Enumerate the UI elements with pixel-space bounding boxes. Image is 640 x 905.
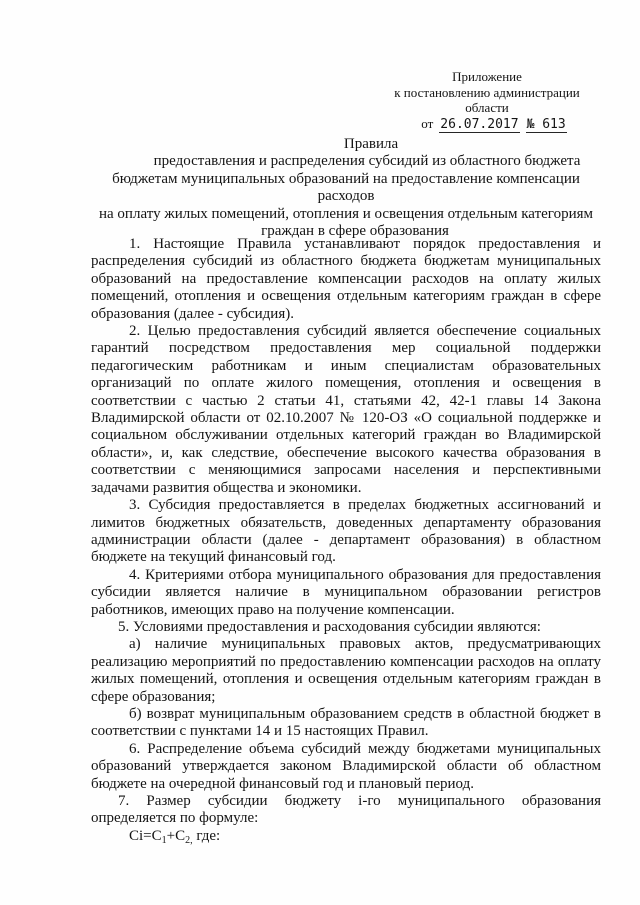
resolution-number-stamp: № 613 (526, 116, 566, 132)
paragraph-7: 7. Размер субсидии бюджету i-го муниципального образования определяется по формуле: (91, 793, 601, 827)
appendix-label: Приложение (452, 69, 522, 84)
paragraph-2: 2. Целью предоставления субсидий является обеспечение социальных гарантий посредством предоставления мер социальной поддержки педагогическим работникам и иным специалистам образовательных организаций по оплате жилого помещения, отопления и освещения в соответствии с частью 2 статьи 41, статьями 42, 42-1 главы 14 Закона Владимирской области от 02.10.2007 № 120-ОЗ «О социальной поддержке и социальном обслуживании отдельных категорий граждан во Владимирской области», и, как следствие, обеспечение высокого качества образования в соответствии с меняющимися запросами населения и перспективными задачами развития общества и экономики. (91, 323, 601, 496)
formula-subscript-1: 1 (161, 834, 167, 846)
paragraph-4: 4. Критериями отбора муниципального образования для предоставления субсидии является наличие в муниципальном образовании регистров работников, имеющих право на получение компенсации. (91, 566, 601, 618)
document-title-block (91, 136, 601, 240)
date-prefix: от (421, 115, 434, 131)
resolution-date-line (372, 116, 602, 133)
appendix-header (372, 69, 602, 132)
formula-part-2: +С (166, 827, 186, 844)
resolution-reference: к постановлению администрации области (394, 84, 580, 115)
subsidy-formula (91, 828, 601, 845)
document-title: Правила (343, 136, 399, 152)
paragraph-5: 5. Условиями предоставления и расходования субсидии являются: (118, 618, 541, 635)
paragraph-6: 6. Распределение объема субсидий между бюджетами муниципальных образований утверждается законом Владимирской области об областном бюджете на очередной финансовый год и плановый период. (91, 740, 601, 792)
paragraph-5-item-b: б) возврат муниципальным образованием средств в областной бюджет в соответствии с пунктами 14 и 15 настоящих Правил. (91, 705, 601, 740)
resolution-date-stamp: 26.07.2017 (440, 116, 519, 132)
document-subtitle-line-1: предоставления и распределения субсидий из областного бюджета (153, 153, 581, 170)
formula-part-3: где: (192, 827, 221, 844)
formula-subscript-2: 2, (185, 834, 193, 846)
paragraph-3: 3. Субсидия предоставляется в пределах бюджетных ассигнований и лимитов бюджетных обязательств, доведенных департаменту образования администрации области (далее - департамент образования) в областном бюджете на текущий финансовый год. (91, 497, 601, 566)
document-subtitle-line-4: граждан в сфере образования (261, 223, 449, 240)
paragraph-5-item-a: а) наличие муниципальных правовых актов, предусматривающих реализацию мероприятий по предоставлению компенсации расходов на оплату жилых помещений, отопления и освещения отдельным категориям граждан в сфере образования; (91, 636, 601, 705)
document-subtitle-line-2: бюджетам муниципальных образований на предоставление компенсации расходов (112, 170, 580, 205)
paragraph-1: 1. Настоящие Правила устанавливают порядок предоставления и распределения субсидий из областного бюджета бюджетам муниципальных образований на предоставление компенсации расходов на оплату жилых помещений, отопления и освещения отдельным категориям граждан в сфере образования (далее - субсидия). (91, 236, 601, 322)
formula-part-1: Сi=С (129, 827, 162, 844)
document-body (91, 236, 601, 845)
document-subtitle-line-3: на оплату жилых помещений, отопления и освещения отдельным категориям (99, 205, 593, 222)
